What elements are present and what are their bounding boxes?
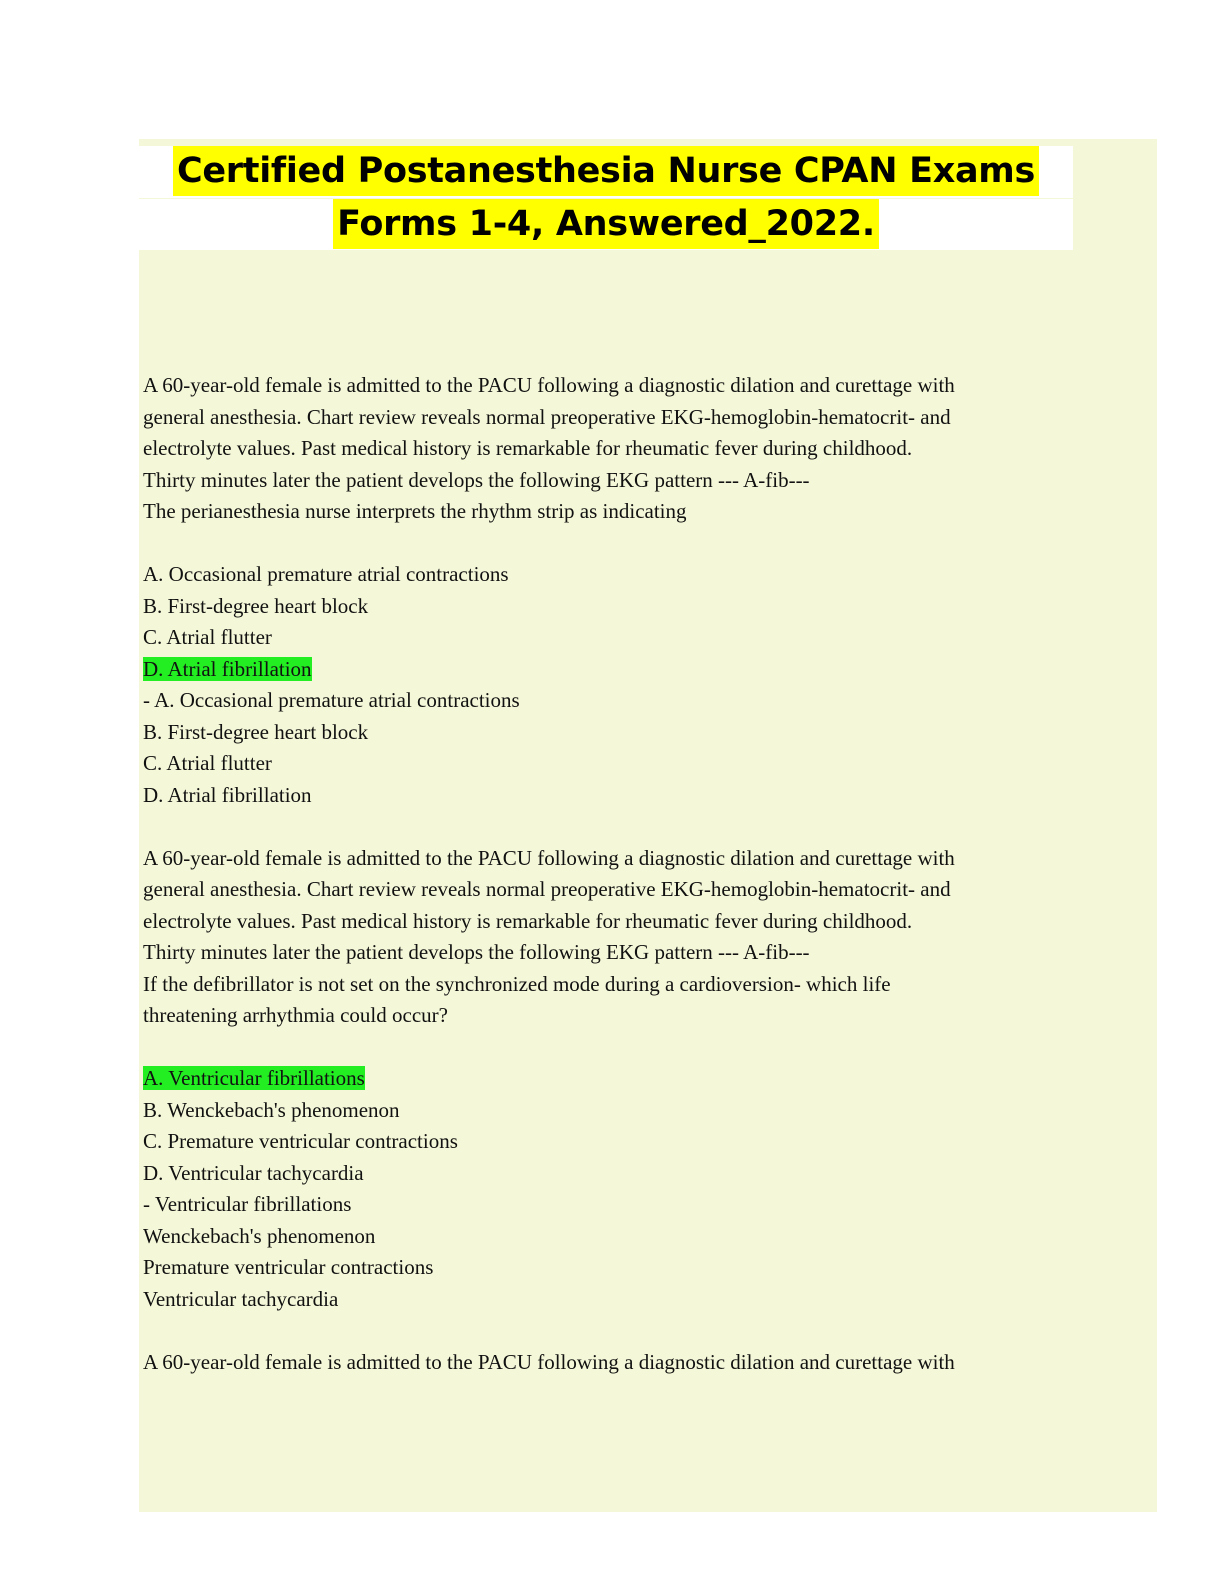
question-2-option-d: D. Ventricular tachycardia bbox=[143, 1160, 364, 1185]
document-body bbox=[143, 370, 1143, 1378]
question-2-answer-line: - Ventricular fibrillations bbox=[143, 1192, 352, 1216]
question-2-correct-option: A. Ventricular fibrillations bbox=[143, 1066, 365, 1090]
question-1-stem-line: electrolyte values. Past medical history is remarkable for rheumatic fever during childhood. bbox=[143, 436, 913, 460]
question-2-stem-line: threatening arrhythmia could occur? bbox=[143, 1003, 448, 1027]
question-1-option-a: A. Occasional premature atrial contractions bbox=[143, 562, 509, 586]
question-2-stem-line: A 60-year-old female is admitted to the PACU following a diagnostic dilation and curettage with bbox=[143, 845, 955, 870]
question-1-answer-line: B. First-degree heart block bbox=[143, 719, 369, 744]
question-1-option-d-row bbox=[143, 654, 1143, 686]
question-2 bbox=[143, 843, 1143, 1316]
title-band-1 bbox=[139, 146, 1073, 198]
question-2-stem-line: electrolyte values. Past medical history is remarkable for rheumatic fever during childhood. bbox=[143, 908, 913, 933]
question-2-stem-line: If the defibrillator is not set on the synchronized mode during a cardioversion- which life bbox=[143, 971, 891, 996]
question-1 bbox=[143, 370, 1143, 811]
question-2-answer-line: Ventricular tachycardia bbox=[143, 1286, 339, 1311]
question-2-option-a-row bbox=[143, 1063, 1143, 1095]
question-1-answer-line: D. Atrial fibrillation bbox=[143, 782, 312, 807]
question-2-stem-line: general anesthesia. Chart review reveals normal preoperative EKG-hemoglobin-hematocrit- and bbox=[143, 877, 951, 901]
question-1-correct-option: D. Atrial fibrillation bbox=[143, 656, 312, 681]
question-3 bbox=[143, 1347, 1143, 1379]
spacer bbox=[143, 1315, 1143, 1347]
spacer bbox=[143, 1032, 1143, 1064]
question-2-answer-line: Wenckebach's phenomenon bbox=[143, 1223, 376, 1248]
question-1-stem-line: The perianesthesia nurse interprets the rhythm strip as indicating bbox=[143, 499, 687, 523]
question-2-answer-line: Premature ventricular contractions bbox=[143, 1255, 434, 1279]
document-title-line-1: Certified Postanesthesia Nurse CPAN Exams bbox=[173, 146, 1039, 196]
question-1-stem-line: A 60-year-old female is admitted to the PACU following a diagnostic dilation and curettage with bbox=[143, 373, 955, 397]
question-1-answer-line: - A. Occasional premature atrial contractions bbox=[143, 688, 520, 712]
question-2-option-b: B. Wenckebach's phenomenon bbox=[143, 1097, 400, 1122]
question-2-option-c: C. Premature ventricular contractions bbox=[143, 1129, 458, 1153]
question-1-answer-line: C. Atrial flutter bbox=[143, 751, 272, 775]
question-1-option-b: B. First-degree heart block bbox=[143, 593, 369, 618]
question-1-stem-line: general anesthesia. Chart review reveals normal preoperative EKG-hemoglobin-hematocrit- and bbox=[143, 404, 951, 429]
title-band-2 bbox=[139, 199, 1073, 250]
spacer bbox=[143, 811, 1143, 843]
spacer bbox=[143, 528, 1143, 560]
question-1-option-c: C. Atrial flutter bbox=[143, 625, 272, 649]
question-2-stem-line: Thirty minutes later the patient develops the following EKG pattern --- A-fib--- bbox=[143, 940, 810, 964]
document-title-line-2: Forms 1-4, Answered_2022. bbox=[333, 199, 879, 249]
question-3-stem-line: A 60-year-old female is admitted to the PACU following a diagnostic dilation and curettage with bbox=[143, 1349, 955, 1374]
question-1-stem-line: Thirty minutes later the patient develops the following EKG pattern --- A-fib--- bbox=[143, 467, 810, 492]
